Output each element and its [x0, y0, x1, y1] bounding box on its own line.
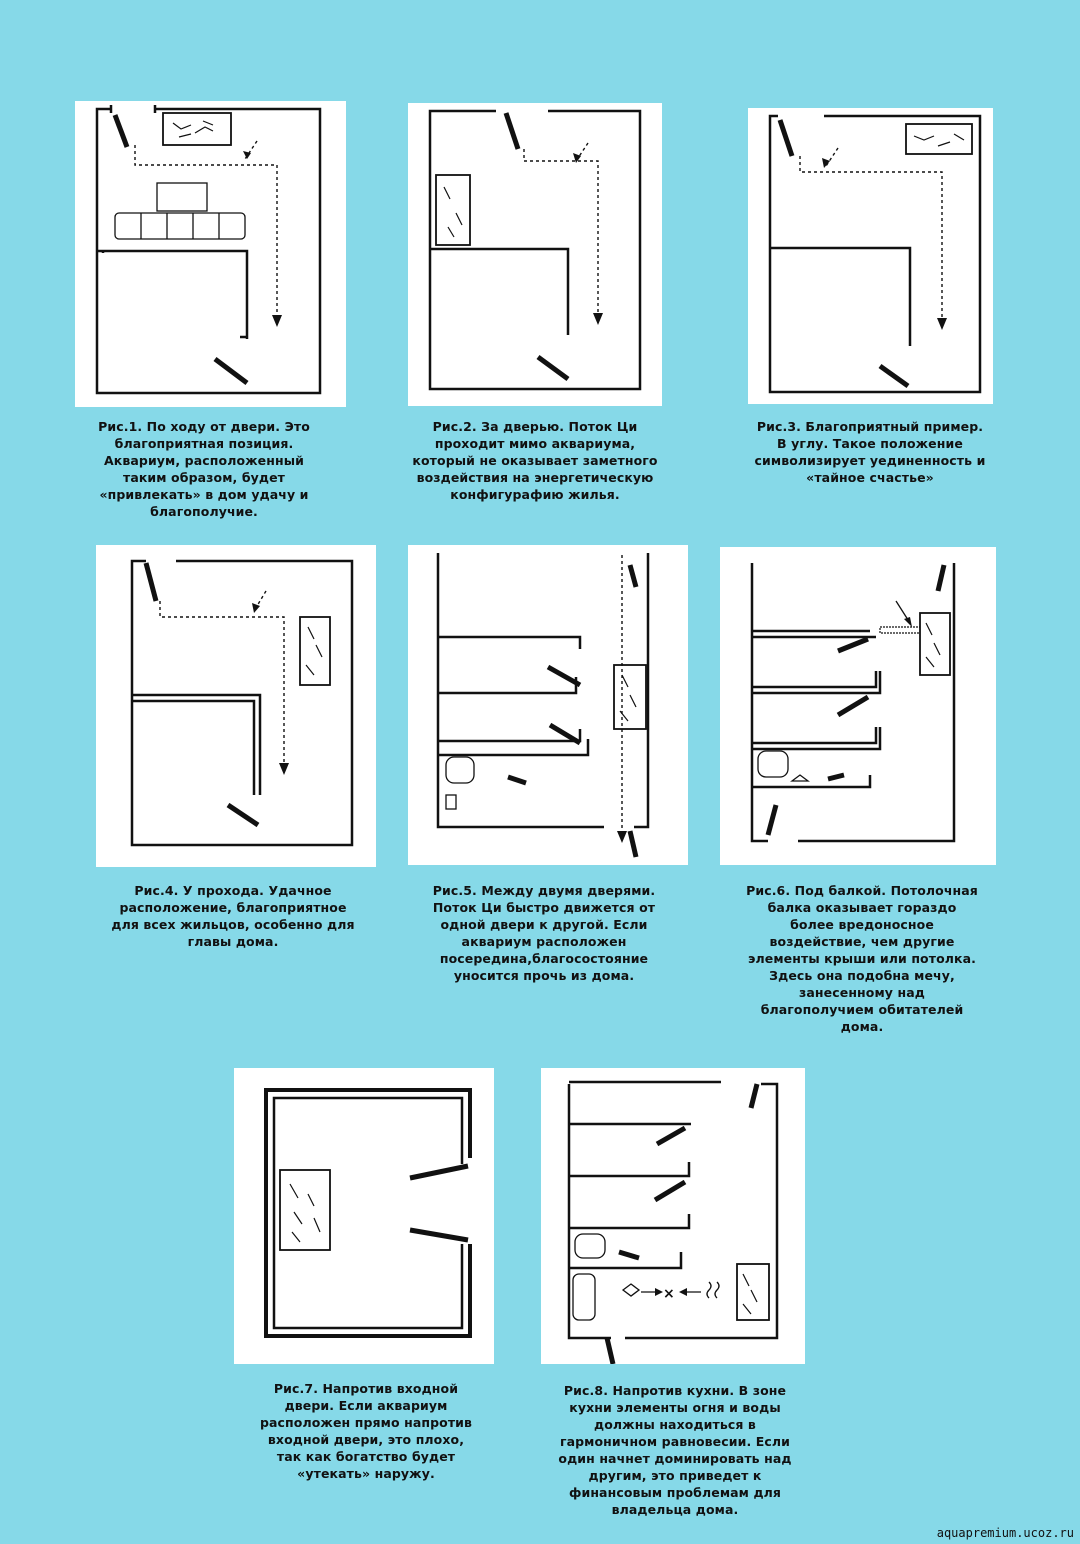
figure-8-plan	[541, 1068, 805, 1364]
aquarium	[300, 617, 330, 685]
room-door-1	[838, 639, 868, 651]
figure-7-caption: Рис.7. Напротив входной двери. Если аквариум расположен прямо напротив входной двери, это плохо, так как богатство будет «утекать» наружу.	[259, 1381, 473, 1481]
fire-icon	[623, 1284, 639, 1296]
room-door-1	[657, 1128, 685, 1144]
inner-walls	[752, 671, 880, 787]
floor-plan-1	[75, 101, 346, 407]
outer-wall	[752, 563, 954, 841]
floor-plan-8	[541, 1068, 805, 1364]
inner-door	[215, 359, 247, 383]
balcony-door	[938, 565, 944, 591]
room-door-1	[548, 667, 580, 685]
qi-flow	[160, 601, 284, 767]
inner-wall	[97, 251, 247, 339]
figure-2-caption: Рис.2. За дверью. Поток Ци проходит мимо аквариума, который не оказывает заметного воздействия на энергетическую конфигурафию жилья.	[412, 419, 658, 502]
inner-walls	[569, 1124, 691, 1268]
figure-6-plan	[720, 547, 996, 865]
site-watermark: aquapremium.ucoz.ru	[936, 1526, 1074, 1540]
entrance-door	[780, 120, 792, 156]
toilet-icon	[446, 757, 474, 783]
inner-door	[228, 805, 258, 825]
entrance-door	[115, 115, 127, 147]
figure-6-caption: Рис.6. Под балкой. Потолочная балка оказывает гораздо более вредоносное воздействие, чем другие элементы крыши или потолка. Здесь она подобна мечу, занесенному над благополучием обитателей дома.	[746, 883, 978, 1034]
aquarium	[614, 665, 646, 729]
entrance-door	[751, 1084, 757, 1108]
floor-plan-5	[408, 545, 688, 865]
inner-wall	[770, 248, 910, 346]
inner-walls	[438, 637, 588, 755]
aquarium	[163, 113, 231, 145]
floor-plan-7	[234, 1068, 494, 1364]
entrance-door	[768, 805, 776, 835]
inner-wall	[430, 249, 568, 335]
figure-3-plan	[748, 108, 993, 404]
floor-plan-2	[408, 103, 662, 406]
entrance-door-bottom	[410, 1230, 468, 1240]
entrance-door-top	[410, 1166, 468, 1178]
toilet-icon	[575, 1234, 605, 1258]
figure-8-caption: Рис.8. Напротив кухни. В зоне кухни элементы огня и воды должны находиться в гармоничном равновесии. Если один начнет доминировать над другим, это приведет к финансовым проблемам для владельца дома.	[558, 1383, 792, 1517]
aquarium	[737, 1264, 769, 1320]
room-door-2	[655, 1182, 685, 1200]
floor-plan-6	[720, 547, 996, 865]
inner-door	[880, 366, 908, 386]
water-waves-icon	[707, 1282, 719, 1298]
entrance-door	[146, 563, 156, 601]
figure-7-plan	[234, 1068, 494, 1364]
figure-2-plan	[408, 103, 662, 406]
toilet-icon	[758, 751, 788, 777]
kitchen-door	[607, 1338, 613, 1364]
outer-wall	[770, 116, 980, 392]
figure-1-plan	[75, 101, 346, 407]
outer-wall	[132, 561, 352, 845]
room-door-2	[838, 697, 868, 715]
qi-flow	[800, 156, 942, 322]
bath-door	[828, 775, 844, 779]
bath-door	[619, 1252, 639, 1258]
floor-plan-4	[96, 545, 376, 867]
aquarium	[280, 1170, 330, 1250]
inner-door	[538, 357, 568, 379]
figure-5-plan	[408, 545, 688, 865]
cross-mark: ×	[663, 1286, 675, 1302]
entrance-door	[506, 113, 518, 149]
sink-icon	[792, 775, 808, 781]
inner-wall	[132, 695, 260, 795]
bathtub-icon	[573, 1274, 595, 1320]
floor-plan-3	[748, 108, 993, 404]
beam-wall	[752, 631, 876, 637]
front-door	[630, 565, 636, 587]
sink-icon	[446, 795, 456, 809]
figure-5-caption: Рис.5. Между двумя дверями. Поток Ци быстро движется от одной двери к другой. Если аквариум расположен посередина,благосостояние уносится прочь из дома.	[432, 883, 656, 983]
figure-4-caption: Рис.4. У прохода. Удачное расположение, благоприятное для всех жильцов, особенно для главы дома.	[111, 883, 355, 949]
figure-3-caption: Рис.3. Благоприятный пример. В углу. Такое положение символизирует уединенность и «тайное счастье»	[754, 419, 986, 485]
back-door	[630, 831, 636, 857]
qi-flow	[524, 149, 598, 317]
tv-table	[157, 183, 207, 211]
figure-1-caption: Рис.1. По ходу от двери. Это благоприятная позиция. Аквариум, расположенный таким образом, будет «привлекать» в дом удачу и благополучие.	[98, 419, 310, 519]
bath-door	[508, 777, 526, 783]
sofa-row	[115, 213, 245, 239]
figure-4-plan	[96, 545, 376, 867]
